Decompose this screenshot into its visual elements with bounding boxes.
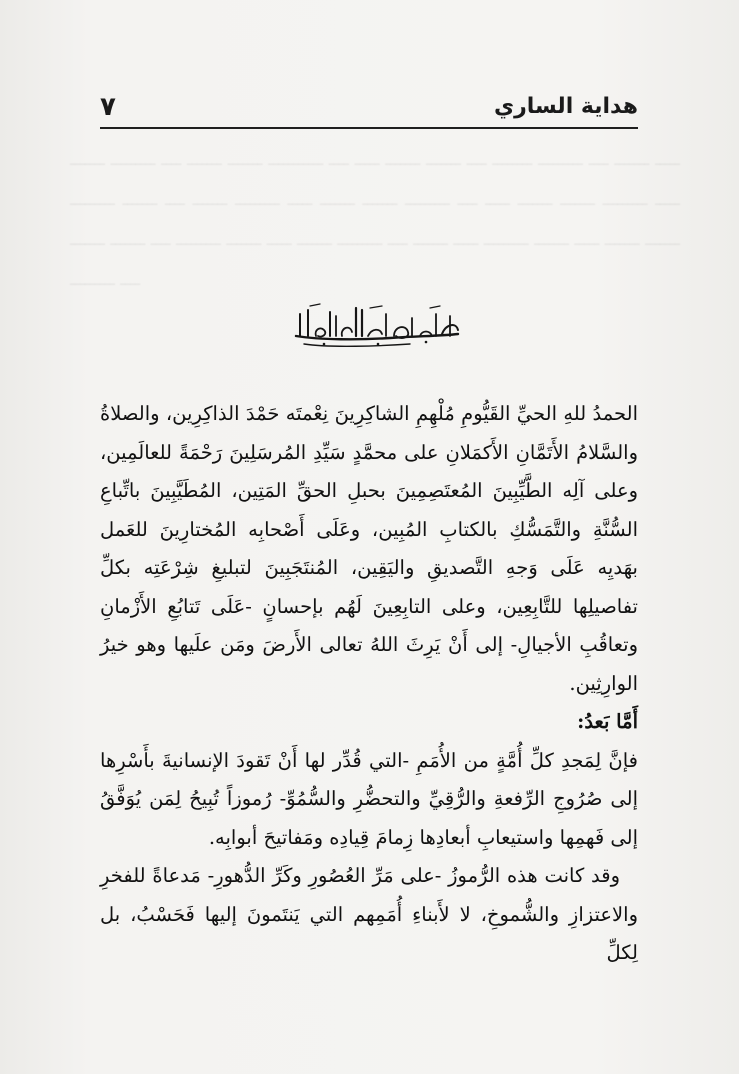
running-title: هداية الساري <box>493 94 638 119</box>
main-text <box>100 395 638 973</box>
basmala-calligraphy <box>290 300 462 350</box>
amma-baad-heading: أَمَّا بَعدُ: <box>577 710 638 733</box>
paragraph-3: وقد كانت هذه الرُّموزُ -على مَرِّ العُصُورِ وكَرِّ الدُّهورِ- مَدعاةً للفخرِ والاعتزازِ والشُّموخِ، لا لأَبناءِ أُمَمِهم التي يَنتَمونَ إليها فَحَسْبُ، بل لِكلِّ <box>100 864 638 964</box>
page-header <box>100 92 638 128</box>
page-number: ٧ <box>100 92 116 122</box>
paragraph-2: فإنَّ لِمَجدِ كلِّ أُمَّةٍ من الأُمَمِ -التي قُدِّر لها أَنْ تَقودَ الإنسانيةَ بأَسْرِها إلى صُرُوجِ الرِّفعةِ والرُّقِيِّ والتحضُّرِ والسُّمُوِّ- رُموزاً تُبِيحُ لِمَن يُوَفَّقُ إلى فَهمِها واستيعابِ أبعادِها زِمامَ قِيادِه ومَفاتيحَ أبوابِه. <box>100 748 638 849</box>
opening-paragraph: الحمدُ للهِ الحيِّ القَيُّومِ مُلْهِمِ الشاكِرِينَ نِعْمتَه حَمْدَ الذاكِرِين، والصلاةُ والسَّلامُ الأَتَمَّانِ الأَكمَلانِ على محمَّدٍ سَيِّدِ المُرسَلِينَ رَحْمَةً للعالَمِين، وعلى آلِه الطَّيِّبِينَ المُعتَصِمِينَ بحبلِ الحقِّ المَتِين، المُطَيَّبِينَ باتِّباعِ السُّنَّةِ والتَّمَسُّكِ بالكتابِ المُبِين، وعَلَى أَصْحابِه المُختارِينَ للعَمل بهَديِه عَلَى وَجهِ التَّصديقِ واليَقِين، المُنتَجَبِينَ لتبليغِ شِرْعَتِه بكلِّ تفاصيلِها للتَّابِعِين، وعلى التابِعِينَ لَهُم بإحسانٍ -عَلَى تَتابُعِ الأَزْمانِ وتعاقُبِ الأجيالِ- إلى أَنْ يَرِثَ اللهُ تعالى الأَرضَ ومَن علَيها وهو خيرُ الوارِثِين. <box>100 402 638 695</box>
bleed-through-text: ﻿ـــــــ ـــــــــ ــــ ـــــــ ـــــــ ـــــــــــ ــــ ـــــ ـــــــ ـــــــ ــــ ــــــــ ـــــــــ ــــ ـــــــ ـــــ ـــــــــ ـــــــ ــــ ـــــــ ـــــــــ ـــــ ـــــــ ـــــــ ـــــــــ ــــ ـــــ ـــــــ ـــــــ ـــــــــ ـــــ ـــــــ ـــــــ ــــ ـــــــــ ـــــــ ـــــ ـــــــ ـــــــــ ــــ ـــــــ ـــــ ـــــــــ ـــــــ ـــــ ـــــــ ـــــــ ـــــــــ ــــ <box>70 150 680 290</box>
header-rule <box>100 127 638 129</box>
